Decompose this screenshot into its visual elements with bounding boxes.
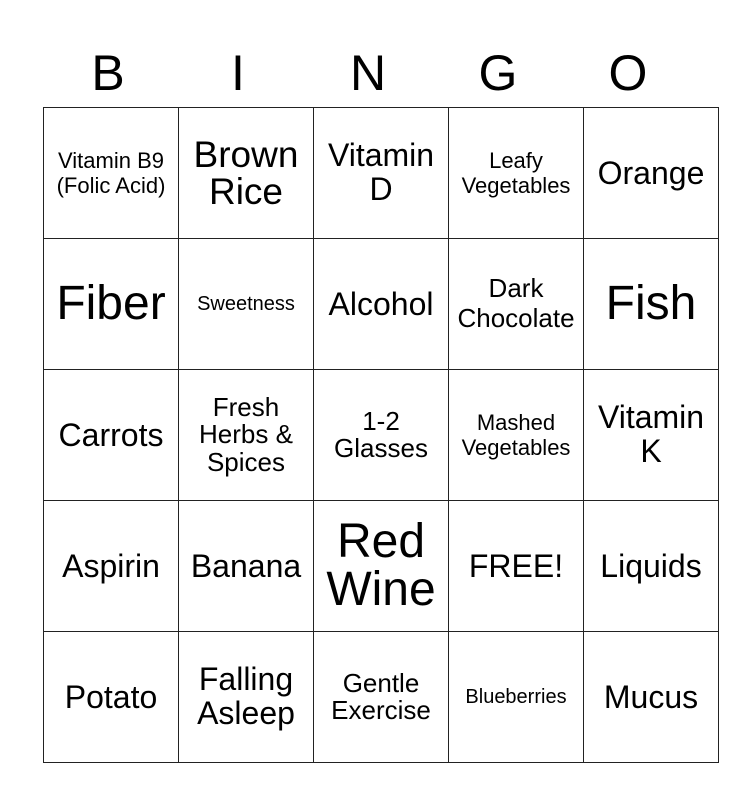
bingo-cell[interactable]: Liquids: [584, 501, 719, 632]
bingo-cell[interactable]: Red Wine: [314, 501, 449, 632]
bingo-cell[interactable]: Sweetness: [179, 239, 314, 370]
bingo-cell[interactable]: Orange: [584, 108, 719, 239]
bingo-cell[interactable]: Aspirin: [44, 501, 179, 632]
bingo-cell[interactable]: Leafy Vegetables: [449, 108, 584, 239]
bingo-board: [43, 107, 719, 763]
bingo-cell[interactable]: Carrots: [44, 370, 179, 501]
bingo-cell[interactable]: Vitamin K: [584, 370, 719, 501]
header-letter-i: I: [231, 45, 245, 101]
board-row: [44, 370, 719, 501]
bingo-cell[interactable]: Vitamin B9 (Folic Acid): [44, 108, 179, 239]
header-letter-g: G: [478, 45, 518, 101]
bingo-cell[interactable]: Mucus: [584, 632, 719, 763]
board-row: [44, 501, 719, 632]
header-letter-o: O: [608, 45, 648, 101]
bingo-cell[interactable]: Fiber: [44, 239, 179, 370]
bingo-cell[interactable]: Fresh Herbs & Spices: [179, 370, 314, 501]
bingo-cell[interactable]: Dark Chocolate: [449, 239, 584, 370]
bingo-header: [43, 40, 693, 106]
bingo-cell[interactable]: Mashed Vegetables: [449, 370, 584, 501]
bingo-cell[interactable]: Fish: [584, 239, 719, 370]
board-row: [44, 239, 719, 370]
bingo-cell[interactable]: Gentle Exercise: [314, 632, 449, 763]
board-row: [44, 108, 719, 239]
header-letter-b: B: [91, 45, 125, 101]
bingo-cell[interactable]: Potato: [44, 632, 179, 763]
bingo-cell[interactable]: 1-2 Glasses: [314, 370, 449, 501]
bingo-cell[interactable]: Banana: [179, 501, 314, 632]
free-space-cell[interactable]: FREE!: [449, 501, 584, 632]
bingo-cell[interactable]: Falling Asleep: [179, 632, 314, 763]
bingo-cell[interactable]: Brown Rice: [179, 108, 314, 239]
bingo-cell[interactable]: Alcohol: [314, 239, 449, 370]
board-row: [44, 632, 719, 763]
bingo-cell[interactable]: Vitamin D: [314, 108, 449, 239]
header-letter-n: N: [349, 45, 387, 101]
bingo-cell[interactable]: Blueberries: [449, 632, 584, 763]
